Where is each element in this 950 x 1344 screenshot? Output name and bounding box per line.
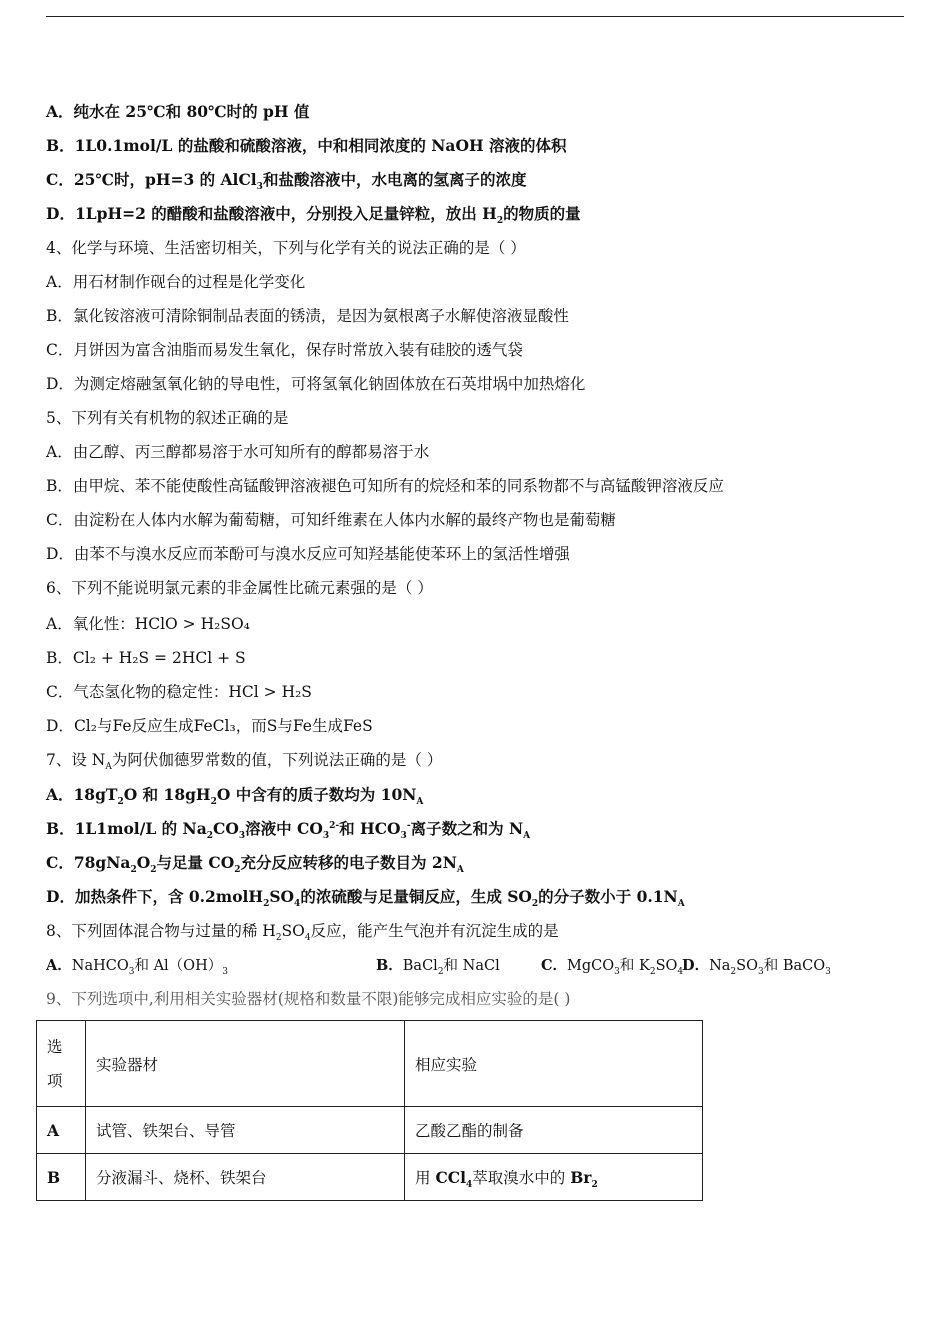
q8-option-b: B．BaCl$_2$和 NaCl bbox=[376, 957, 500, 977]
q6-option-d: D．Cl₂与Fe反应生成FeCl₃，而S与Fe生成FeS bbox=[46, 717, 373, 735]
q8-option-a: A．NaHCO$_3$和 $Al(OH)_3$ bbox=[46, 957, 228, 977]
table-row bbox=[37, 1154, 703, 1201]
table-header-cell: 选 项 bbox=[37, 1021, 86, 1107]
q5-option-c: C．由淀粉在人体内水解为葡萄糖，可知纤维素在人体内水解的最终产物也是葡萄糖 bbox=[46, 511, 616, 529]
q8-option-d: D．$Na_2SO_3$和 BaCO$_3$ bbox=[682, 957, 831, 977]
q7-option-d: D．加热条件下，含 $0.2molH_2SO_4$的浓硫酸与足量铜反应，生成 $SO_2$的分子数小于 $0.1N_A$ bbox=[46, 887, 685, 910]
q4-stem: 4、化学与环境、生活密切相关，下列与化学有关的说法正确的是（ ） bbox=[46, 239, 526, 257]
q5-stem: 5、下列有关有机物的叙述正确的是 bbox=[46, 409, 289, 427]
table-cell: 试管、铁架台、导管 bbox=[86, 1107, 405, 1154]
table-cell: A bbox=[37, 1107, 86, 1154]
table-row bbox=[37, 1107, 703, 1154]
q8-stem: 8、下列固体混合物与过量的稀 $H_2SO_4$反应，能产生气泡并有沉淀生成的是 bbox=[46, 922, 559, 944]
q6-option-b: B．Cl₂ + H₂S = 2HCl + S bbox=[46, 649, 246, 667]
header-rule bbox=[46, 16, 904, 17]
q3-option-d: D．1LpH=2 的醋酸和盐酸溶液中，分别投入足量锌粒，放出 $H_2$的物质的量 bbox=[46, 204, 581, 227]
q5-option-a: A．由乙醇、丙三醇都易溶于水可知所有的醇都易溶于水 bbox=[46, 443, 430, 461]
q6-stem: 6、下列不能说明氯元素的非金属性比硫元素强的是（ ） bbox=[46, 579, 433, 597]
q4-option-d: D．为测定熔融氢氧化钠的导电性，可将氢氧化钠固体放在石英坩埚中加热熔化 bbox=[46, 375, 586, 393]
table-header-row bbox=[37, 1021, 703, 1107]
q7-stem: 7、设 $N_A$为阿伏伽德罗常数的值，下列说法正确的是（ ） bbox=[46, 751, 443, 773]
q6-option-c: C．气态氢化物的稳定性：HCl > H₂S bbox=[46, 683, 312, 701]
q3-option-b: B．1L0.1mol/L 的盐酸和硫酸溶液，中和相同浓度的 NaOH 溶液的体积 bbox=[46, 136, 567, 155]
table-cell: 乙酸乙酯的制备 bbox=[405, 1107, 703, 1154]
q7-option-b: B．1L1mol/L 的 $Na_2CO_3$溶液中 $CO_3^{2-}$和 $HCO_3^-$离子数之和为 $N_A$ bbox=[46, 819, 531, 842]
emphasis-text: 不能 bbox=[102, 579, 134, 597]
table-cell: 分液漏斗、烧杯、铁架台 bbox=[86, 1154, 405, 1201]
q7-option-a: A．$18gT_2O$ 和 $18gH_2O$ 中含有的质子数均为 $10N_A$ bbox=[46, 785, 424, 808]
table-header-cell: 实验器材 bbox=[86, 1021, 405, 1107]
q8-option-c: C．MgCO$_3$和 $K_2SO_4$ bbox=[541, 957, 684, 977]
table-cell: B bbox=[37, 1154, 86, 1201]
q9-table bbox=[36, 1020, 703, 1201]
q4-option-a: A．用石材制作砚台的过程是化学变化 bbox=[46, 273, 306, 291]
q3-option-a: A．纯水在 25℃和 80℃时的 pH 值 bbox=[46, 102, 310, 121]
q3-option-c: C．25℃时，pH=3 的 AlCl$_3$和盐酸溶液中，水电离的氢离子的浓度 bbox=[46, 170, 527, 193]
q6-option-a: A．氧化性：HClO > H₂SO₄ bbox=[46, 615, 250, 633]
q7-option-c: C．$78gNa_2O_2$与足量 $CO_2$充分反应转移的电子数目为 $2N_A$ bbox=[46, 853, 464, 876]
table-header-cell: 相应实验 bbox=[405, 1021, 703, 1107]
table-cell: 用 CCl$_4$萃取溴水中的 $Br_2$ bbox=[405, 1154, 703, 1201]
q5-option-b: B．由甲烷、苯不能使酸性高锰酸钾溶液褪色可知所有的烷烃和苯的同系物都不与高锰酸钾溶液反应 bbox=[46, 477, 724, 495]
q5-option-d: D．由苯不与溴水反应而苯酚可与溴水反应可知羟基能使苯环上的氢活性增强 bbox=[46, 545, 570, 563]
q4-option-b: B．氯化铵溶液可清除铜制品表面的锈渍，是因为氨根离子水解使溶液显酸性 bbox=[46, 307, 569, 325]
q9-stem: 9、下列选项中,利用相关实验器材(规格和数量不限)能够完成相应实验的是( ) bbox=[46, 990, 571, 1008]
q4-option-c: C．月饼因为富含油脂而易发生氧化，保存时常放入装有硅胶的透气袋 bbox=[46, 341, 523, 359]
